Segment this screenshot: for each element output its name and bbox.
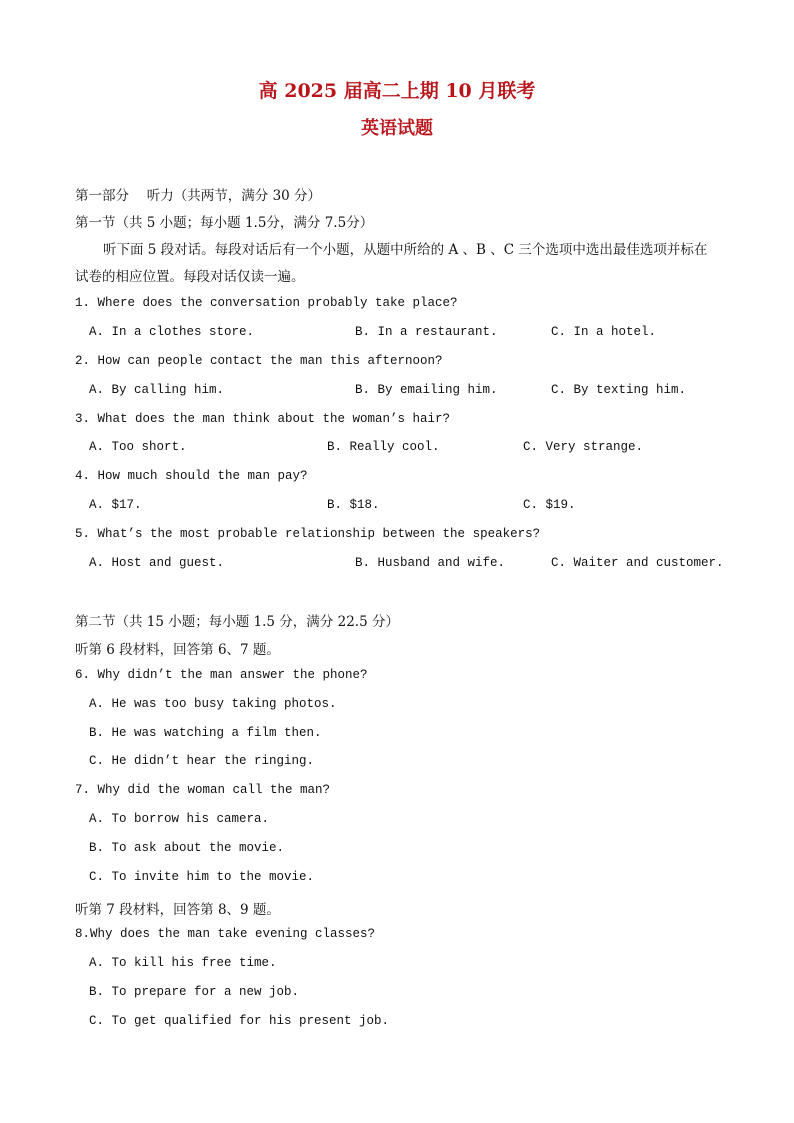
option-b: B. $18.	[327, 498, 380, 512]
part1-heading: 第一部分 听力（共两节，满分 30 分）	[75, 188, 322, 204]
question-stem: 3. What does the man think about the woman’s hair?	[75, 412, 451, 426]
exam-subtitle: 英语试题	[361, 118, 433, 139]
option-b: B. To prepare for a new job.	[89, 985, 300, 999]
question-stem: 7. Why did the woman call the man?	[75, 783, 331, 797]
option-c: C. $19.	[523, 498, 576, 512]
option-b: B. In a restaurant.	[355, 325, 498, 339]
instructions-line2: 试卷的相应位置。每段对话仅读一遍。	[75, 269, 305, 285]
option-a: A. He was too busy taking photos.	[89, 697, 337, 711]
option-b: B. He was watching a film then.	[89, 726, 322, 740]
option-c: C. To get qualified for his present job.	[89, 1014, 390, 1028]
option-c: C. Waiter and customer.	[551, 556, 724, 570]
question-stem: 4. How much should the man pay?	[75, 469, 308, 483]
exam-title: 高 2025 届高二上期 10 月联考	[258, 80, 536, 102]
option-b: B. To ask about the movie.	[89, 841, 285, 855]
option-a: A. To borrow his camera.	[89, 812, 270, 826]
option-a: A. Host and guest.	[89, 556, 225, 570]
material-7-instruction: 听第 7 段材料，回答第 8、9 题。	[75, 902, 280, 918]
option-c: C. Very strange.	[523, 440, 644, 454]
option-a: A. In a clothes store.	[89, 325, 255, 339]
option-a: A. By calling him.	[89, 383, 225, 397]
question-stem: 1. Where does the conversation probably take place?	[75, 296, 458, 310]
material-6-instruction: 听第 6 段材料，回答第 6、7 题。	[75, 642, 280, 658]
question-stem: 5. What’s the most probable relationship between the speakers?	[75, 527, 541, 541]
question-stem: 8.Why does the man take evening classes?	[75, 927, 376, 941]
option-a: A. $17.	[89, 498, 142, 512]
question-stem: 6. Why didn’t the man answer the phone?	[75, 668, 368, 682]
instructions-line1: 听下面 5 段对话。每段对话后有一个小题，从题中所给的 A 、B 、C 三个选项中选出最佳选项并标在	[103, 242, 708, 258]
option-c: C. In a hotel.	[551, 325, 657, 339]
question-stem: 2. How can people contact the man this afternoon?	[75, 354, 443, 368]
section2-heading: 第二节（共 15 小题；每小题 1.5 分，满分 22.5 分）	[75, 614, 399, 630]
option-b: B. By emailing him.	[355, 383, 498, 397]
option-b: B. Husband and wife.	[355, 556, 506, 570]
section1-heading: 第一节（共 5 小题；每小题 1.5分，满分 7.5分）	[75, 215, 374, 231]
option-a: A. To kill his free time.	[89, 956, 277, 970]
option-c: C. To invite him to the movie.	[89, 870, 315, 884]
option-c: C. He didn’t hear the ringing.	[89, 754, 315, 768]
option-b: B. Really cool.	[327, 440, 440, 454]
option-c: C. By texting him.	[551, 383, 687, 397]
option-a: A. Too short.	[89, 440, 187, 454]
